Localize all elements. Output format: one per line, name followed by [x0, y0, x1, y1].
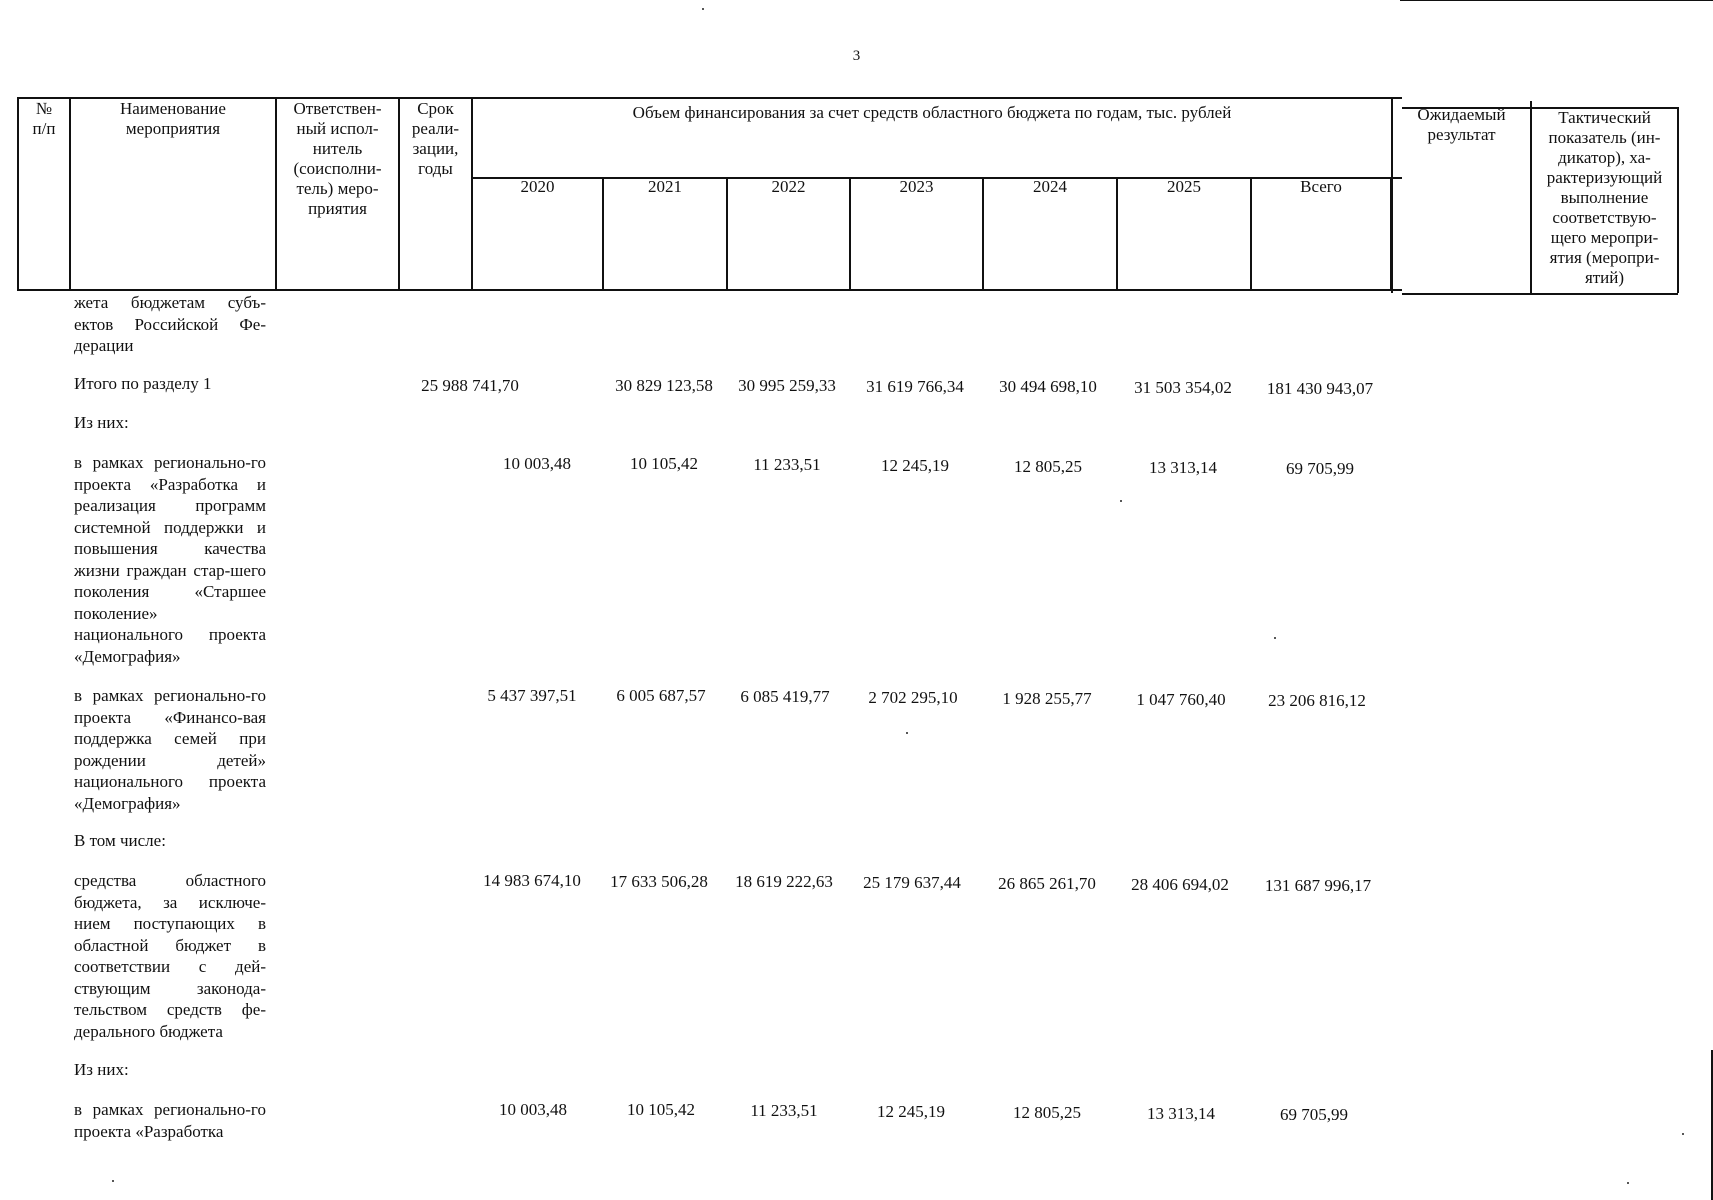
header-term: Срок реали- зации, годы: [411, 99, 460, 178]
header-number: № п/п: [32, 99, 56, 138]
row-3-2021: 10 105,42: [630, 454, 698, 473]
row-3-2024: 12 805,25: [1014, 457, 1082, 476]
header-result: Ожидаемый результат: [1417, 105, 1506, 144]
row-8-total: 69 705,99: [1280, 1105, 1348, 1124]
scan-speck: [1682, 1133, 1684, 1135]
row-7-text: Из них:: [74, 1060, 129, 1079]
year-2020: 2020: [520, 177, 555, 196]
year-2023: 2023: [899, 177, 934, 196]
row-8-2020: 10 003,48: [499, 1100, 567, 1119]
row-0-text: жета бюджетам субъ-ектов Российской Фе-дерации: [74, 293, 266, 355]
row-6-text: средства областного бюджета, за исключе-нием поступающих в областной бюджет в соответствии с дей-ствующим законода-тельством средств фе-дерального бюджета: [74, 871, 266, 1041]
row-1-2022: 30 995 259,33: [738, 376, 836, 395]
scan-speck: [702, 8, 704, 10]
year-total: Всего: [1300, 177, 1342, 196]
row-4-2022: 6 085 419,77: [740, 687, 830, 706]
row-1-2023: 31 619 766,34: [866, 377, 964, 396]
year-2025: 2025: [1167, 177, 1201, 196]
row-3-2025: 13 313,14: [1149, 458, 1217, 477]
row-4-2025: 1 047 760,40: [1136, 690, 1226, 709]
row-8-2022: 11 233,51: [750, 1101, 818, 1120]
row-1-2021: 30 829 123,58: [615, 376, 713, 395]
row-6-2022: 18 619 222,63: [735, 872, 833, 891]
row-4-text: в рамках регионально-го проекта «Финансо-вая поддержка семей при рождении детей» национального проекта «Демография»: [74, 686, 266, 813]
header-bottom-line: [17, 289, 1402, 291]
row-8-2023: 12 245,19: [877, 1102, 945, 1121]
row-3-2023: 12 245,19: [881, 456, 949, 475]
row-2-text: Из них:: [74, 413, 129, 432]
year-2022: 2022: [771, 177, 806, 196]
row-4-2020: 5 437 397,51: [487, 686, 577, 705]
scan-speck: [112, 1180, 114, 1182]
row-4-total: 23 206 816,12: [1268, 691, 1366, 710]
row-3-2022: 11 233,51: [753, 455, 821, 474]
header-bottom-line-right: [1402, 293, 1678, 295]
row-5-text: В том числе:: [74, 831, 166, 850]
table-header: [17, 97, 1678, 297]
row-6-2023: 25 179 637,44: [863, 873, 961, 892]
scan-speck: [1274, 637, 1276, 639]
year-2021: 2021: [648, 177, 682, 196]
row-4-2024: 1 928 255,77: [1002, 689, 1092, 708]
scan-speck: [1120, 500, 1122, 502]
year-2024: 2024: [1033, 177, 1067, 196]
row-1-2020: 25 988 741,70: [421, 376, 519, 395]
row-8-text: в рамках регионально-го проекта «Разработка: [74, 1100, 266, 1141]
scan-speck: [1627, 1182, 1629, 1184]
page-number: 3: [852, 48, 861, 64]
row-8-2021: 10 105,42: [627, 1100, 695, 1119]
row-1-2024: 30 494 698,10: [999, 377, 1097, 396]
row-4-2023: 2 702 295,10: [868, 688, 958, 707]
row-3-2020: 10 003,48: [503, 454, 571, 473]
row-6-2021: 17 633 506,28: [610, 872, 708, 891]
scan-edge-top: [1400, 0, 1713, 1]
header-indicator: Тактический показатель (ин- дикатор), ха- рактеризующий выполнение соответствую- щего меропри- ятия (меропри- ятий): [1546, 108, 1663, 287]
header-funding: Объем финансирования за счет средств областного бюджета по годам, тыс. рублей: [632, 103, 1232, 122]
row-8-2024: 12 805,25: [1013, 1103, 1081, 1122]
row-3-text: в рамках регионально-го проекта «Разработка и реализация программ системной поддержки и повышения качества жизни граждан стар-шего поколения «Старшее поколение» национального проекта «Демография»: [74, 453, 266, 666]
row-6-2024: 26 865 261,70: [998, 874, 1096, 893]
row-1-2025: 31 503 354,02: [1134, 378, 1232, 397]
row-6-2025: 28 406 694,02: [1131, 875, 1229, 894]
row-6-2020: 14 983 674,10: [483, 871, 581, 890]
row-4-2021: 6 005 687,57: [616, 686, 706, 705]
row-1-total: 181 430 943,07: [1266, 379, 1374, 398]
header-executor: Ответствен- ный испол- нитель (соисполни- тель) меро- приятия: [293, 99, 382, 218]
row-3-total: 69 705,99: [1286, 459, 1354, 478]
scan-speck: [906, 732, 908, 734]
header-name: Наименование мероприятия: [120, 99, 226, 138]
row-8-2025: 13 313,14: [1147, 1104, 1215, 1123]
row-1-text: Итого по разделу 1: [74, 374, 212, 393]
row-6-total: 131 687 996,17: [1264, 876, 1372, 895]
